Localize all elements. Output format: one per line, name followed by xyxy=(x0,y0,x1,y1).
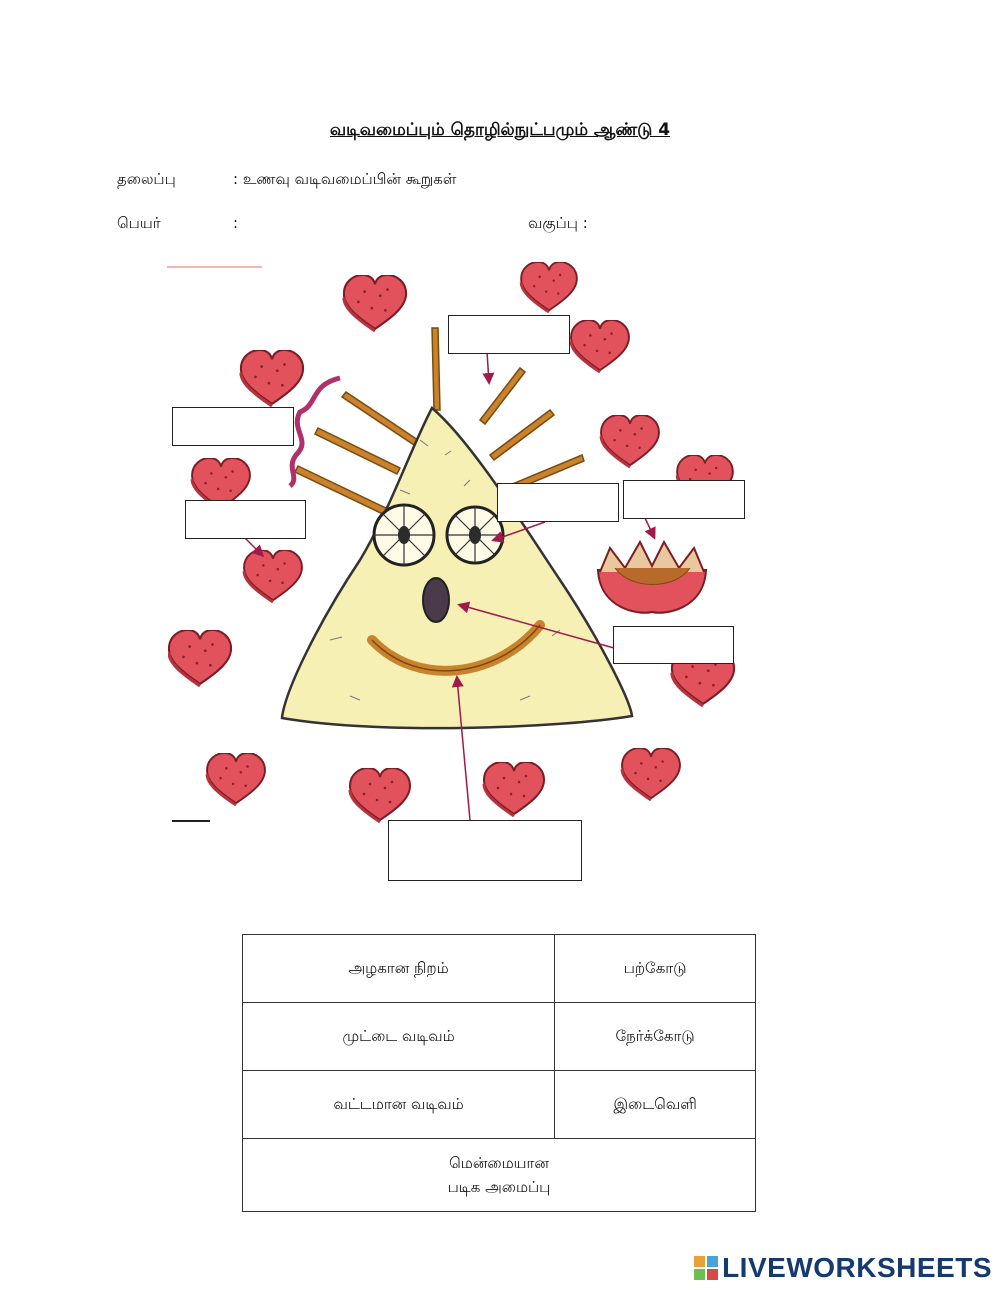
word-bank-cell[interactable]: இடைவெளி xyxy=(555,1071,756,1139)
word-bank-line: படிக அமைப்பு xyxy=(447,1178,551,1196)
name-colon: : xyxy=(233,214,239,232)
heart-icon xyxy=(241,350,303,406)
heart-icon xyxy=(484,762,544,816)
table-row xyxy=(243,1003,756,1071)
page-title: வடிவமைப்பும் தொழில்நுட்பமும் ஆண்டு 4 xyxy=(329,120,671,140)
word-bank-table xyxy=(242,934,756,1212)
word-bank-cell[interactable]: பற்கோடு xyxy=(555,935,756,1003)
heart-icon xyxy=(344,275,406,331)
word-bank-cell[interactable]: அழகான நிறம் xyxy=(243,935,555,1003)
word-bank-cell[interactable]: முட்டை வடிவம் xyxy=(243,1003,555,1071)
heart-icon xyxy=(207,753,265,805)
topic-label: தலைப்பு xyxy=(117,170,176,188)
answer-box-top-stick[interactable] xyxy=(448,315,570,354)
heart-icon xyxy=(601,415,659,467)
table-row xyxy=(243,1139,756,1212)
logo-blocks-icon xyxy=(694,1256,718,1280)
answer-box-ribbon[interactable] xyxy=(172,407,294,446)
word-bank-line: மென்மையான xyxy=(449,1154,549,1172)
heart-icon xyxy=(622,748,680,800)
table-row xyxy=(243,1071,756,1139)
answer-box-nose[interactable] xyxy=(613,626,734,664)
word-bank-cell[interactable] xyxy=(243,1139,756,1212)
word-bank-cell[interactable]: வட்டமான வடிவம் xyxy=(243,1071,555,1139)
answer-box-mouth[interactable] xyxy=(388,820,582,881)
name-label: பெயர் xyxy=(117,214,161,232)
answer-box-heart[interactable] xyxy=(185,500,306,539)
liveworksheets-logo xyxy=(694,1252,992,1284)
heart-icon xyxy=(244,550,302,602)
topic-value: : உணவு வடிவமைப்பின் கூறுகள் xyxy=(233,170,457,188)
heart-icon xyxy=(169,630,231,686)
answer-box-eye[interactable] xyxy=(497,483,619,522)
word-bank-cell[interactable]: நேர்க்கோடு xyxy=(555,1003,756,1071)
class-label: வகுப்பு : xyxy=(528,214,588,232)
heart-icon xyxy=(521,262,577,312)
heart-icon xyxy=(350,768,410,822)
table-row xyxy=(243,935,756,1003)
answer-box-lotus-cup[interactable] xyxy=(623,480,745,519)
lotus-cup-icon xyxy=(598,542,706,613)
heart-icon xyxy=(571,320,629,372)
logo-text: LIVEWORKSHEETS xyxy=(722,1252,992,1283)
